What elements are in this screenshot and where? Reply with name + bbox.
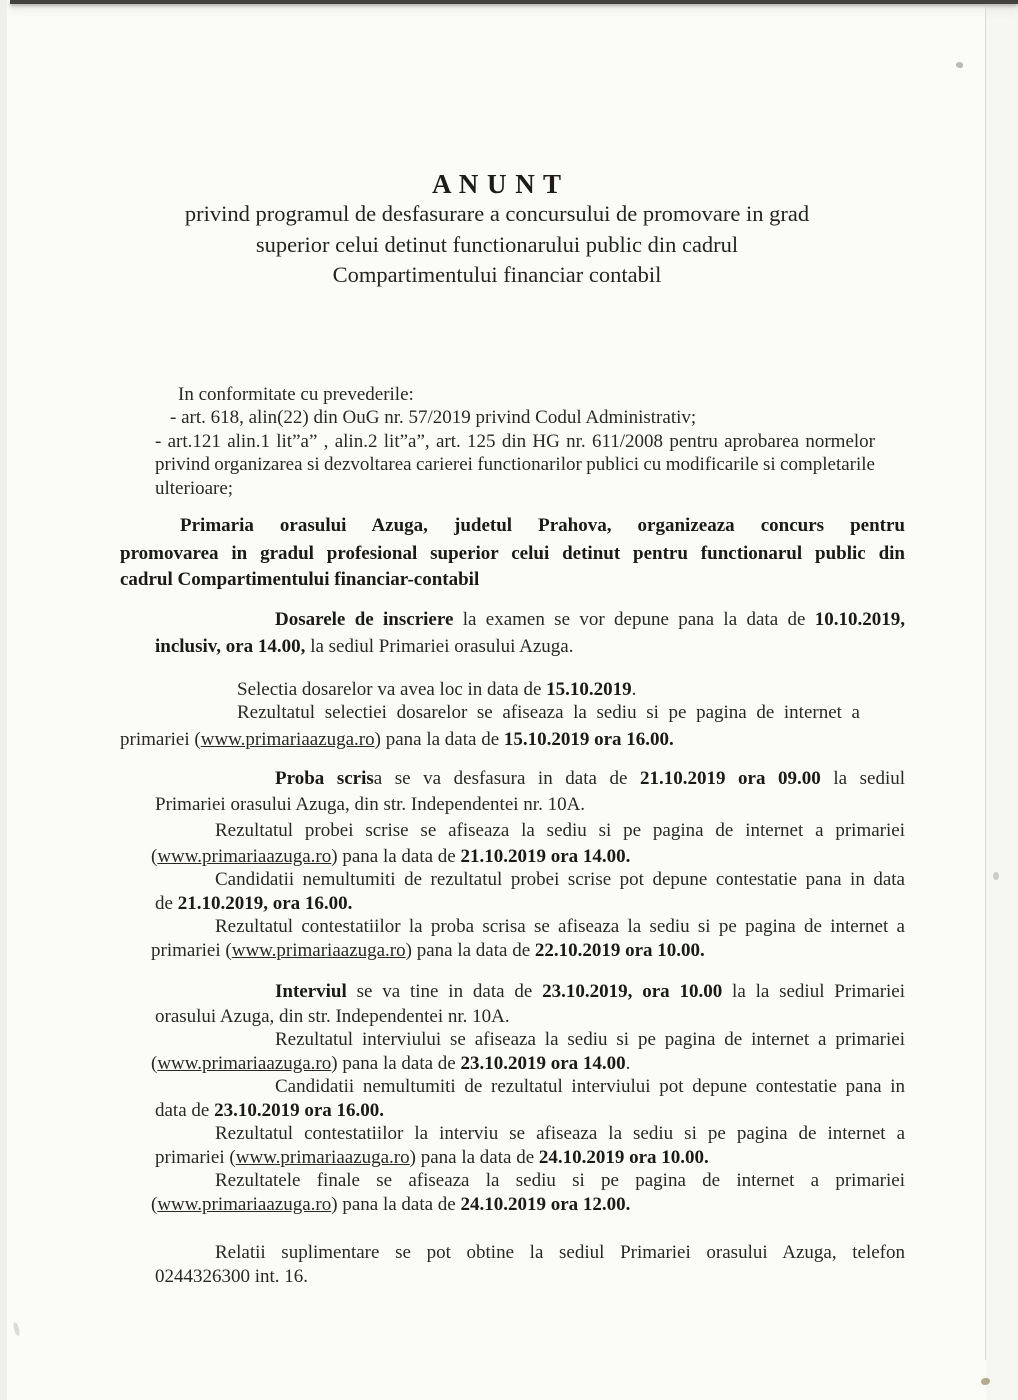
document-line [120, 915, 905, 939]
document-subtitle-line: Compartimentului financiar contabil [332, 262, 662, 287]
line-text [215, 869, 905, 890]
document-line [120, 514, 905, 538]
line-text [237, 679, 636, 700]
document-line [120, 728, 905, 752]
line-text [275, 768, 905, 789]
body-text: Relatii suplimentare se pot obtine la sediul Primariei orasului Azuga, telefon [215, 1242, 905, 1263]
body-text: Rezultatele finale se afiseaza la sediu si pe pagina de internet a primariei [215, 1170, 905, 1191]
line-text [151, 846, 630, 867]
scan-edge-right [985, 6, 986, 1360]
body-text: ) pana la data de [331, 845, 461, 867]
bold-text: Proba scris [275, 768, 374, 789]
body-text: primariei ( [120, 728, 201, 750]
line-text [151, 1194, 630, 1215]
document-subtitle [0, 199, 994, 291]
body-text: - art. 618, alin(22) din OuG nr. 57/2019 privind Codul Administrativ; [170, 407, 697, 428]
link-text: www.primariaazuga.ro [200, 728, 375, 750]
bold-text: Dosarele de inscriere [275, 608, 454, 630]
line-text [155, 893, 352, 914]
document-line [120, 793, 905, 817]
body-text: ) pana la data de [409, 1146, 539, 1168]
body-text: Rezultatul probei scrise se afiseaza la sediu si pe pagina de internet a primariei [215, 820, 905, 841]
document-line [120, 845, 905, 869]
body-text: ( [151, 1052, 158, 1074]
line-text [275, 1076, 905, 1097]
bold-text: 21.10.2019, ora 16.00. [177, 892, 353, 914]
document-line [120, 1005, 905, 1029]
bold-text: 21.10.2019 ora 09.00 [639, 768, 821, 789]
document-line [120, 767, 905, 791]
bold-text: 23.10.2019 ora 14.00 [460, 1052, 626, 1074]
body-text: ( [151, 845, 158, 867]
body-text: a se va desfasura in data de [373, 768, 640, 789]
document-line [120, 1169, 905, 1193]
body-text: Candidatii nemultumiti de rezultatul probei scrise pot depune contestatie pana in data [215, 869, 905, 890]
line-text [155, 636, 574, 657]
line-text [215, 820, 905, 841]
line-text [120, 543, 905, 564]
body-text: Selectia dosarelor va avea loc in data de [237, 678, 547, 700]
body-text: Candidatii nemultumiti de rezultatul interviului pot depune contestatie pana in [275, 1076, 905, 1097]
body-text: ( [151, 1193, 158, 1215]
bold-text: Primaria orasului Azuga, judetul Prahova, organizeaza concurs pentru [180, 515, 905, 536]
bold-text: 23.10.2019, ora 10.00 [542, 981, 723, 1002]
bold-text: inclusiv, ora 14.00, [155, 636, 306, 657]
line-text [215, 916, 905, 937]
body-text: Rezultatul selectiei dosarelor se afiseaza la sediu si pe pagina de internet a [237, 702, 860, 723]
line-text [215, 1170, 905, 1191]
line-text [155, 1266, 308, 1287]
document-line [120, 477, 905, 501]
line-text [151, 1053, 630, 1074]
body-text: data de [155, 1099, 215, 1121]
document-line [120, 608, 905, 632]
body-text: primariei ( [151, 939, 232, 961]
link-text: www.primariaazuga.ro [157, 1052, 332, 1074]
body-text: Rezultatul contestatiilor la proba scrisa se afiseaza la sediu si pe pagina de internet a [215, 916, 905, 937]
body-text: . [631, 678, 637, 700]
document-line [120, 635, 905, 659]
document-line [120, 1122, 905, 1146]
bold-text: 23.10.2019 ora 16.00. [214, 1099, 385, 1121]
line-text [155, 1147, 709, 1168]
scan-edge-top [10, 0, 1018, 4]
line-text [155, 454, 875, 475]
body-text: - art.121 alin.1 lit”a” , alin.2 lit”a”, art. 125 din HG nr. 611/2008 pentru aprobarea normelor [155, 430, 875, 452]
body-text: . [625, 1052, 631, 1074]
body-text: In conformitate cu prevederile: [178, 383, 414, 405]
document-title: A N U N T [431, 169, 563, 199]
line-text [275, 609, 905, 630]
document-line [120, 383, 905, 407]
scan-edge-left [0, 0, 7, 1400]
link-text: www.primariaazuga.ro [157, 845, 332, 867]
document-header [0, 0, 994, 291]
document-line [120, 1146, 905, 1170]
bold-text: promovarea in gradul profesional superior celui detinut pentru functionarul public din [120, 542, 905, 564]
bold-text: 15.10.2019 [546, 678, 632, 700]
document-line [120, 892, 905, 916]
body-text: privind organizarea si dezvoltarea carierei functionarilor publici cu modificarile si completarile [155, 454, 875, 475]
link-text: www.primariaazuga.ro [157, 1193, 332, 1215]
line-text [215, 1123, 905, 1144]
body-text: Primariei orasului Azuga, din str. Independentei nr. 10A. [155, 793, 586, 815]
line-text [155, 1006, 510, 1027]
body-text: ) pana la data de [331, 1052, 461, 1074]
line-text [155, 478, 233, 499]
paper-edge-shade [986, 6, 1018, 1400]
line-text [275, 1029, 905, 1050]
document-line [120, 819, 905, 843]
bold-text: 24.10.2019 ora 10.00. [538, 1146, 709, 1168]
document-body [120, 383, 905, 1289]
document-line [120, 1099, 905, 1123]
bold-text: 24.10.2019 ora 12.00. [460, 1193, 631, 1215]
bold-text: Interviul [275, 981, 347, 1002]
body-text: la sediul Primariei orasului Azuga. [305, 636, 574, 657]
scan-speck [12, 1322, 20, 1337]
document-line [120, 542, 905, 566]
document-line [120, 980, 905, 1004]
document-line [120, 1193, 905, 1217]
body-text: la examen se vor depune pana la data de [453, 608, 815, 630]
link-text: www.primariaazuga.ro [235, 1146, 410, 1168]
line-text [275, 981, 905, 1002]
body-text: ) pana la data de [405, 939, 535, 961]
body-text: de [155, 892, 178, 914]
document-line [120, 1075, 905, 1099]
line-text [155, 1100, 384, 1121]
line-text [155, 794, 585, 815]
line-text [215, 1242, 905, 1263]
bold-text: 10.10.2019, [814, 608, 905, 630]
bold-text: cadrul Compartimentului financiar-contabil [120, 569, 480, 590]
body-text: la la sediul Primariei [722, 981, 906, 1002]
body-text: orasului Azuga, din str. Independentei nr. 10A. [155, 1005, 510, 1027]
document-line [120, 678, 905, 702]
document-line [120, 453, 875, 477]
body-text: ulterioare; [155, 477, 234, 499]
bold-text: 22.10.2019 ora 10.00. [534, 939, 705, 961]
document-subtitle-line: superior celui detinut functionarului public din cadrul [255, 231, 739, 257]
body-text: Rezultatul contestatiilor la interviu se afiseaza la sediu si pe pagina de internet a [215, 1123, 905, 1144]
line-text [170, 407, 696, 428]
line-text [151, 940, 705, 961]
body-text: 0244326300 int. 16. [155, 1265, 309, 1287]
body-text: ) pana la data de [374, 728, 504, 750]
line-text [155, 431, 875, 452]
document-line [120, 1052, 905, 1076]
line-text [120, 569, 479, 590]
bold-text: 15.10.2019 ora 16.00. [503, 728, 674, 750]
bold-text: 21.10.2019 ora 14.00. [460, 845, 631, 867]
document-line [120, 1265, 905, 1289]
body-text: Rezultatul interviului se afiseaza la sediu si pe pagina de internet a primariei [275, 1029, 905, 1050]
body-text: se va tine in data de [346, 981, 543, 1002]
line-text [120, 729, 674, 750]
document-line [120, 568, 905, 592]
body-text: ) pana la data de [331, 1193, 461, 1215]
document-line [120, 1028, 905, 1052]
body-text: primariei ( [155, 1146, 236, 1168]
document-line [120, 406, 905, 430]
document-subtitle-line: privind programul de desfasurare a concursului de promovare in grad [184, 201, 810, 226]
document-line [120, 701, 860, 725]
document-line [120, 868, 905, 892]
line-text [237, 702, 860, 723]
document-line [120, 939, 905, 963]
document-line [120, 1241, 905, 1265]
line-text [178, 384, 414, 405]
body-text: la sediul [820, 768, 905, 789]
document-line [120, 430, 875, 454]
scan-speck [993, 872, 999, 880]
line-text [180, 515, 905, 536]
link-text: www.primariaazuga.ro [231, 939, 406, 961]
